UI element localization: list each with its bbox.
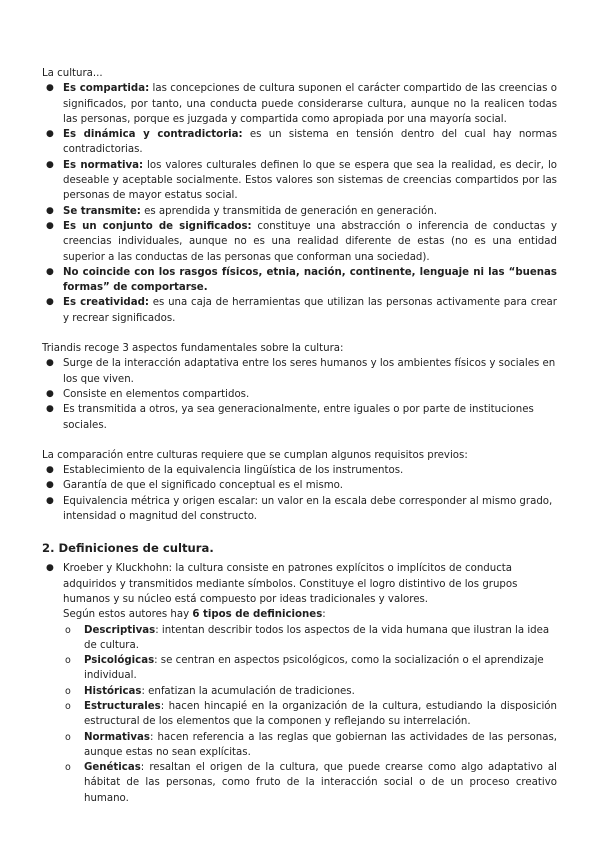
bullet-icon: ● bbox=[46, 388, 54, 399]
sub-bullet-icon: o bbox=[65, 762, 71, 774]
sub-bullet-icon: o bbox=[65, 655, 71, 667]
sub-list-item: o Estructurales: hacen hincapié en la organización de la cultura, estudiando la disposición estructural de los elementos que la componen y reflejando su interrelación. bbox=[65, 700, 557, 728]
sub-bullet-icon: o bbox=[65, 624, 71, 636]
sub-list-item: o Normativas: hacen referencia a las reglas que gobiernan las actividades de las personas, aunque estas no sean explícitas. bbox=[65, 731, 557, 758]
list-item: ● Es un conjunto de significados: constituye una abstracción o inferencia de conductas y creencias individuales, aunque no es una realidad diferente de estas (no es una entidad superior a las conductas de las personas que conforman una sociedad). bbox=[46, 220, 557, 263]
list-item: ● Equivalencia métrica y origen escalar: un valor en la escala debe corresponder al mismo grado, intensidad o magnitud del constructo. bbox=[46, 495, 553, 523]
list-item: ● Surge de la interacción adaptativa entre los seres humanos y los ambientes físicos y sociales en los que viven. bbox=[46, 358, 556, 385]
list-item bbox=[42, 561, 557, 806]
list-item: ● No coincide con los rasgos físicos, etnia, nación, continente, lenguaje ni las “buenas formas” de comportarse. bbox=[46, 266, 557, 294]
bullet-icon: ● bbox=[46, 404, 54, 415]
list-item: ● Garantía de que el significado conceptual es el mismo. bbox=[42, 478, 557, 493]
list-item: ● Es dinámica y contradictoria: es un sistema en tensión dentro del cual hay normas contradictorias. bbox=[46, 129, 558, 156]
sub-bullet-icon: o bbox=[65, 700, 71, 712]
comparison-intro: La comparación entre culturas requiere que se cumplan algunos requisitos previos: bbox=[42, 449, 468, 461]
list-item: ● Se transmite: es aprendida y transmitida de generación en generación. bbox=[42, 204, 557, 219]
bullet-icon: ● bbox=[46, 129, 54, 140]
bullet-icon: ● bbox=[46, 480, 54, 491]
sub-bullet-icon: o bbox=[65, 685, 71, 697]
list-item: ● Consiste en elementos compartidos. bbox=[42, 387, 557, 402]
list-item: ● Es normativa: los valores culturales definen lo que se espera que sea la realidad, es decir, lo deseable y aceptable socialmente. Estos valores son sistemas de creencias compartidos por las personas de mayor estatus social. bbox=[46, 159, 558, 202]
bullet-icon: ● bbox=[46, 220, 54, 231]
section-heading: 2. Definiciones de cultura. bbox=[42, 541, 214, 556]
sub-list-item: o Genéticas: resaltan el origen de la cultura, que puede crearse como algo adaptativo al hábitat de las personas, como fruto de la interacción social o de un proceso creativo humano. bbox=[65, 762, 557, 804]
bullet-icon: ● bbox=[46, 297, 54, 308]
bullet-icon: ● bbox=[46, 465, 54, 476]
definitions-list bbox=[42, 561, 557, 806]
sub-list-item: o Históricas: enfatizan la acumulación de tradiciones. bbox=[63, 684, 557, 699]
bullet-icon: ● bbox=[46, 563, 54, 574]
triandis-intro: Triandis recoge 3 aspectos fundamentales sobre la cultura: bbox=[42, 343, 344, 355]
bullet-icon: ● bbox=[46, 266, 54, 277]
definition-types-list bbox=[63, 623, 557, 807]
bullet-icon: ● bbox=[46, 83, 54, 94]
document-body bbox=[42, 66, 557, 806]
list-item: ● Es creatividad: es una caja de herramientas que utilizan las personas activamente para crear y recrear significados. bbox=[46, 297, 557, 324]
list-item: ● Es transmitida a otros, ya sea generacionalmente, entre iguales o por parte de instituciones sociales. bbox=[46, 404, 534, 431]
kroeber-text: Kroeber y Kluckhohn: la cultura consiste en patrones explícitos o implícitos de conducta adquiridos y transmitidos mediante símbolos. Constituye el logro distintivo de los grupos humanos y su núcleo está compuesto por ideas tradicionales y valores. bbox=[63, 563, 518, 605]
sub-list-item: o Psicológicas: se centran en aspectos psicológicos, como la socialización o el aprendizaje individual. bbox=[65, 655, 544, 682]
bullet-icon: ● bbox=[46, 159, 54, 170]
comparison-requirements-list bbox=[42, 463, 557, 524]
triandis-list bbox=[42, 356, 557, 432]
list-item: ● Establecimiento de la equivalencia lingüística de los instrumentos. bbox=[42, 463, 557, 478]
sub-bullet-icon: o bbox=[65, 731, 71, 743]
bullet-icon: ● bbox=[46, 205, 54, 216]
list-item: ● Es compartida: las concepciones de cultura suponen el carácter compartido de las creencias o significados, por tanto, una conducta puede considerarse cultura, aunque no la realicen todas las personas, porque es juzgada y compartida como apropiada por una mayoría social. bbox=[46, 83, 557, 125]
bullet-icon: ● bbox=[46, 358, 54, 369]
intro-text: La cultura... bbox=[42, 68, 103, 79]
sub-list-item: o Descriptivas: intentan describir todos los aspectos de la vida humana que ilustran la idea de cultura. bbox=[65, 624, 550, 651]
kroeber-types-line: Según estos autores hay 6 tipos de definiciones: bbox=[63, 609, 326, 621]
culture-characteristics-list bbox=[42, 81, 557, 326]
bullet-icon: ● bbox=[46, 495, 54, 506]
